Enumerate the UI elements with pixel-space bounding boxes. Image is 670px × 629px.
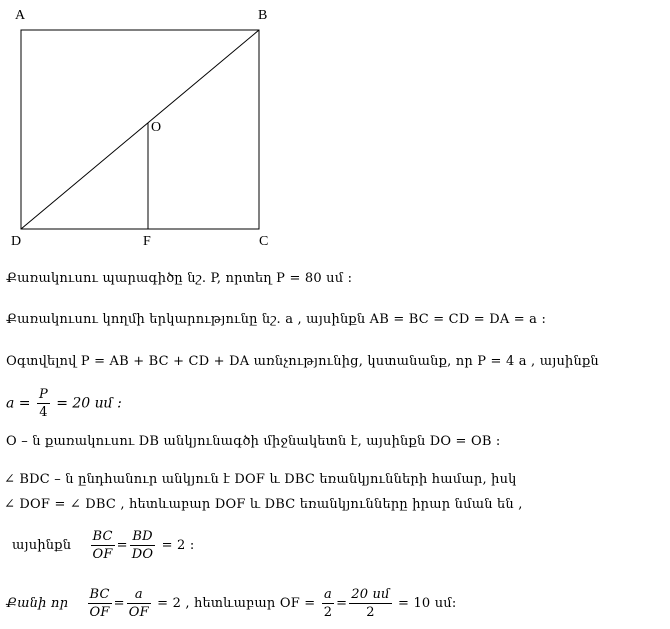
text-line-side: Քառակուսու կողմի երկարությունը նշ. a , այսինքն AB = BC = CD = DA = a :	[6, 312, 547, 327]
square-diagram	[0, 0, 670, 255]
fraction-denominator: OF	[89, 605, 110, 620]
fraction-numerator: BC	[92, 529, 113, 544]
ratio-prefix: այսինքն	[12, 538, 72, 553]
fraction-denominator: 2	[323, 605, 333, 620]
fraction-numerator: BD	[130, 528, 155, 546]
fraction-numerator: a	[322, 586, 334, 604]
text-line-midpoint: O – ն քառակուսու DB անկյունագծի միջնակետն է, այսինքն DO = OB :	[6, 434, 501, 449]
formula-side-length	[6, 386, 122, 421]
conclusion-prefix: Քանի որ	[6, 596, 69, 611]
fraction-denominator: 4	[39, 405, 48, 420]
formula-conclusion	[6, 586, 456, 621]
formula-ratio	[12, 528, 194, 563]
conclusion-result: = 10 սմ:	[398, 596, 457, 611]
fraction-numerator: P	[38, 387, 48, 402]
formula-lhs: a =	[6, 395, 31, 412]
fraction-20-2	[349, 586, 391, 621]
ratio-equals: =	[116, 538, 128, 553]
diagonal-db	[21, 30, 259, 229]
fraction-numerator: BC	[89, 587, 110, 602]
vertex-label-a: A	[15, 8, 26, 23]
fraction-bd-do	[130, 528, 155, 563]
fraction-a-2	[322, 586, 334, 621]
vertex-label-f: F	[143, 234, 151, 249]
fraction-bc-of	[91, 528, 115, 563]
vertex-label-b: B	[258, 8, 268, 23]
fraction-denominator: DO	[131, 547, 154, 562]
fraction-numerator: 20 սմ	[351, 587, 390, 602]
formula-rhs: = 20 սմ :	[56, 395, 122, 412]
text-line-similarity: ∠ DOF = ∠ DBC , հետևաբար DOF և DBC եռանկյունները իրար նման են ,	[4, 497, 523, 512]
fraction-numerator: a	[127, 586, 151, 604]
vertex-label-d: D	[11, 234, 22, 249]
vertex-label-c: C	[259, 234, 269, 249]
ratio-result: = 2 :	[161, 538, 195, 553]
text-line-common-angle: ∠ BDC – ն ընդհանուր անկյուն է DOF և DBC եռանկյունների համար, իսկ	[4, 472, 517, 487]
conclusion-equals-1: =	[113, 596, 125, 611]
fraction-denominator: OF	[128, 605, 149, 620]
vertex-label-o: O	[151, 120, 162, 135]
conclusion-equals-2: =	[336, 596, 348, 611]
text-line-perimeter: Քառակուսու պարագիծը նշ. P, որտեղ P = 80 սմ :	[6, 271, 353, 286]
fraction-bc-of	[88, 586, 112, 621]
conclusion-middle: = 2 , հետևաբար OF =	[157, 596, 316, 611]
fraction-denominator: OF	[92, 547, 113, 562]
fraction-denominator: 2	[366, 605, 375, 620]
fraction-a-of	[127, 586, 151, 621]
fraction-p-over-4	[37, 386, 50, 421]
text-line-relation: Օգտվելով P = AB + BC + CD + DA առնչությունից, կստանանք, որ P = 4 a , այսինքն	[6, 354, 599, 369]
